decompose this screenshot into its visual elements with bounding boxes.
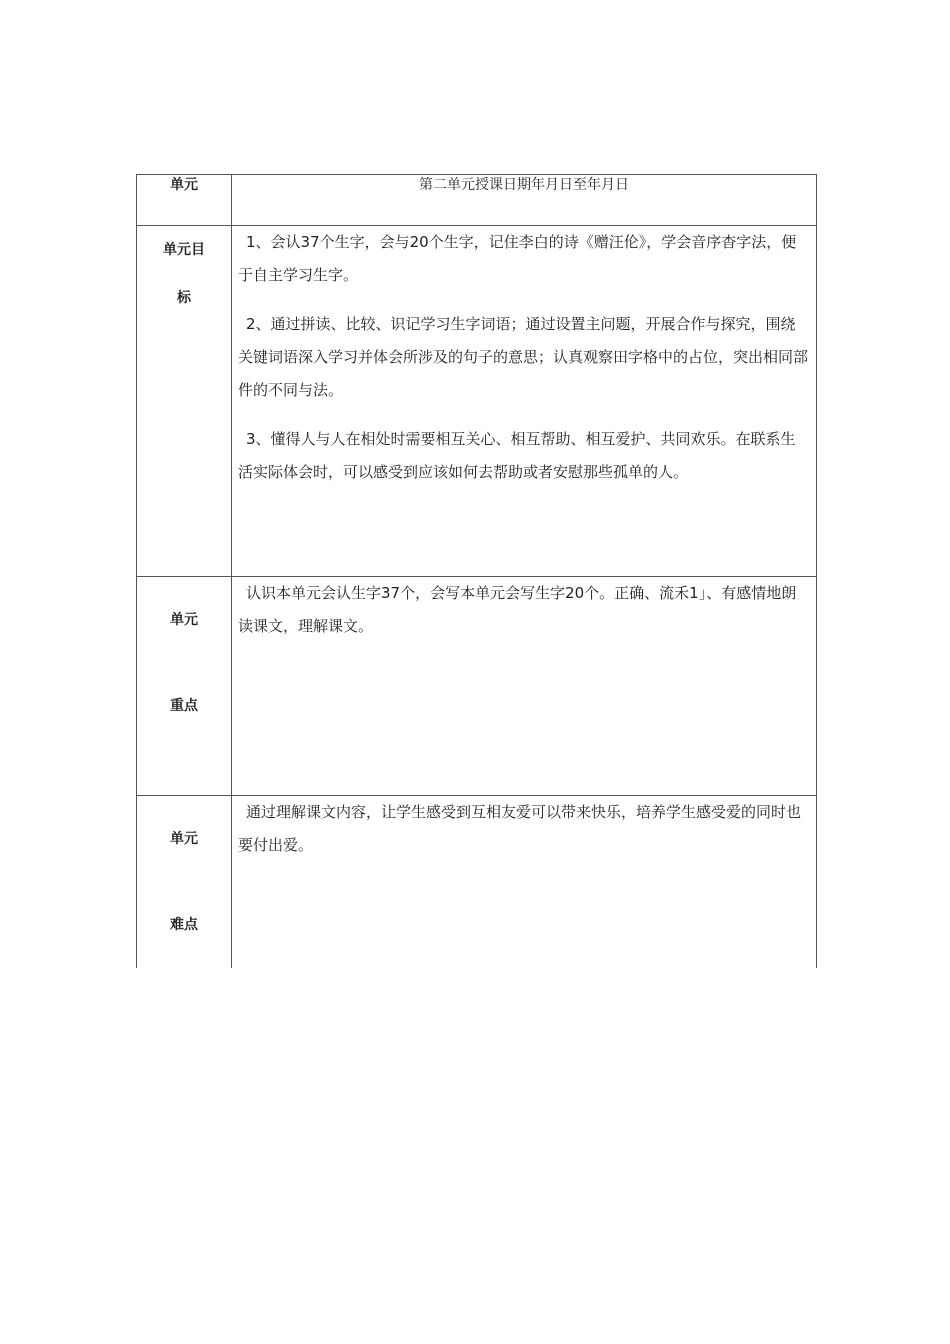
difficulties-text: 通过理解课文内容，让学生感受到互相友爱可以带来快乐，培养学生感受爱的同时也要付出爱。 xyxy=(238,803,802,854)
difficulties-row xyxy=(137,796,817,969)
key-points-label-line2: 重点 xyxy=(170,698,198,714)
goals-content-cell xyxy=(232,226,817,577)
goals-label-line2: 标 xyxy=(177,290,191,306)
header-row xyxy=(137,175,817,226)
difficulties-label-line2: 难点 xyxy=(170,917,198,933)
key-points-row xyxy=(137,577,817,796)
key-points-label-line1: 单元 xyxy=(170,612,198,628)
goals-label-cell xyxy=(137,226,232,577)
key-points-label-cell xyxy=(137,577,232,796)
goals-row xyxy=(137,226,817,577)
unit-label-cell xyxy=(137,175,232,226)
goals-label-line1: 单元目 xyxy=(163,242,205,258)
difficulties-label-line1: 单元 xyxy=(170,831,198,847)
goal-item-3: 3、懂得人与人在相处时需要相互关心、相互帮助、相互爱护、共同欢乐。在联系生活实际体会时，可以感受到应该如何去帮助或者安慰那些孤单的人。 xyxy=(238,430,796,481)
unit-date-cell xyxy=(232,175,817,226)
difficulties-label-cell xyxy=(137,796,232,969)
lesson-plan-table xyxy=(136,174,817,968)
unit-label: 单元 xyxy=(170,177,198,193)
key-points-text: 认识本单元会认生字37个，会写本单元会写生字20个。正确、流禾1」、有感情地朗读课文，理解课文。 xyxy=(238,584,797,635)
unit-date-text: 第二单元授课日期年月日至年月日 xyxy=(419,177,629,193)
goal-item-2: 2、通过拼读、比较、识记学习生字词语；通过设置主问题，开展合作与探究，围绕关键词语深入学习并体会所涉及的句子的意思；认真观察田字格中的占位，突出相同部件的不同与法。 xyxy=(238,315,809,399)
goal-item-1: 1、会认37个生字，会与20个生字，记住李白的诗《赠汪伦》，学会音序杳字法，便于自主学习生字。 xyxy=(238,233,797,284)
key-points-content-cell xyxy=(232,577,817,796)
difficulties-content-cell xyxy=(232,796,817,969)
